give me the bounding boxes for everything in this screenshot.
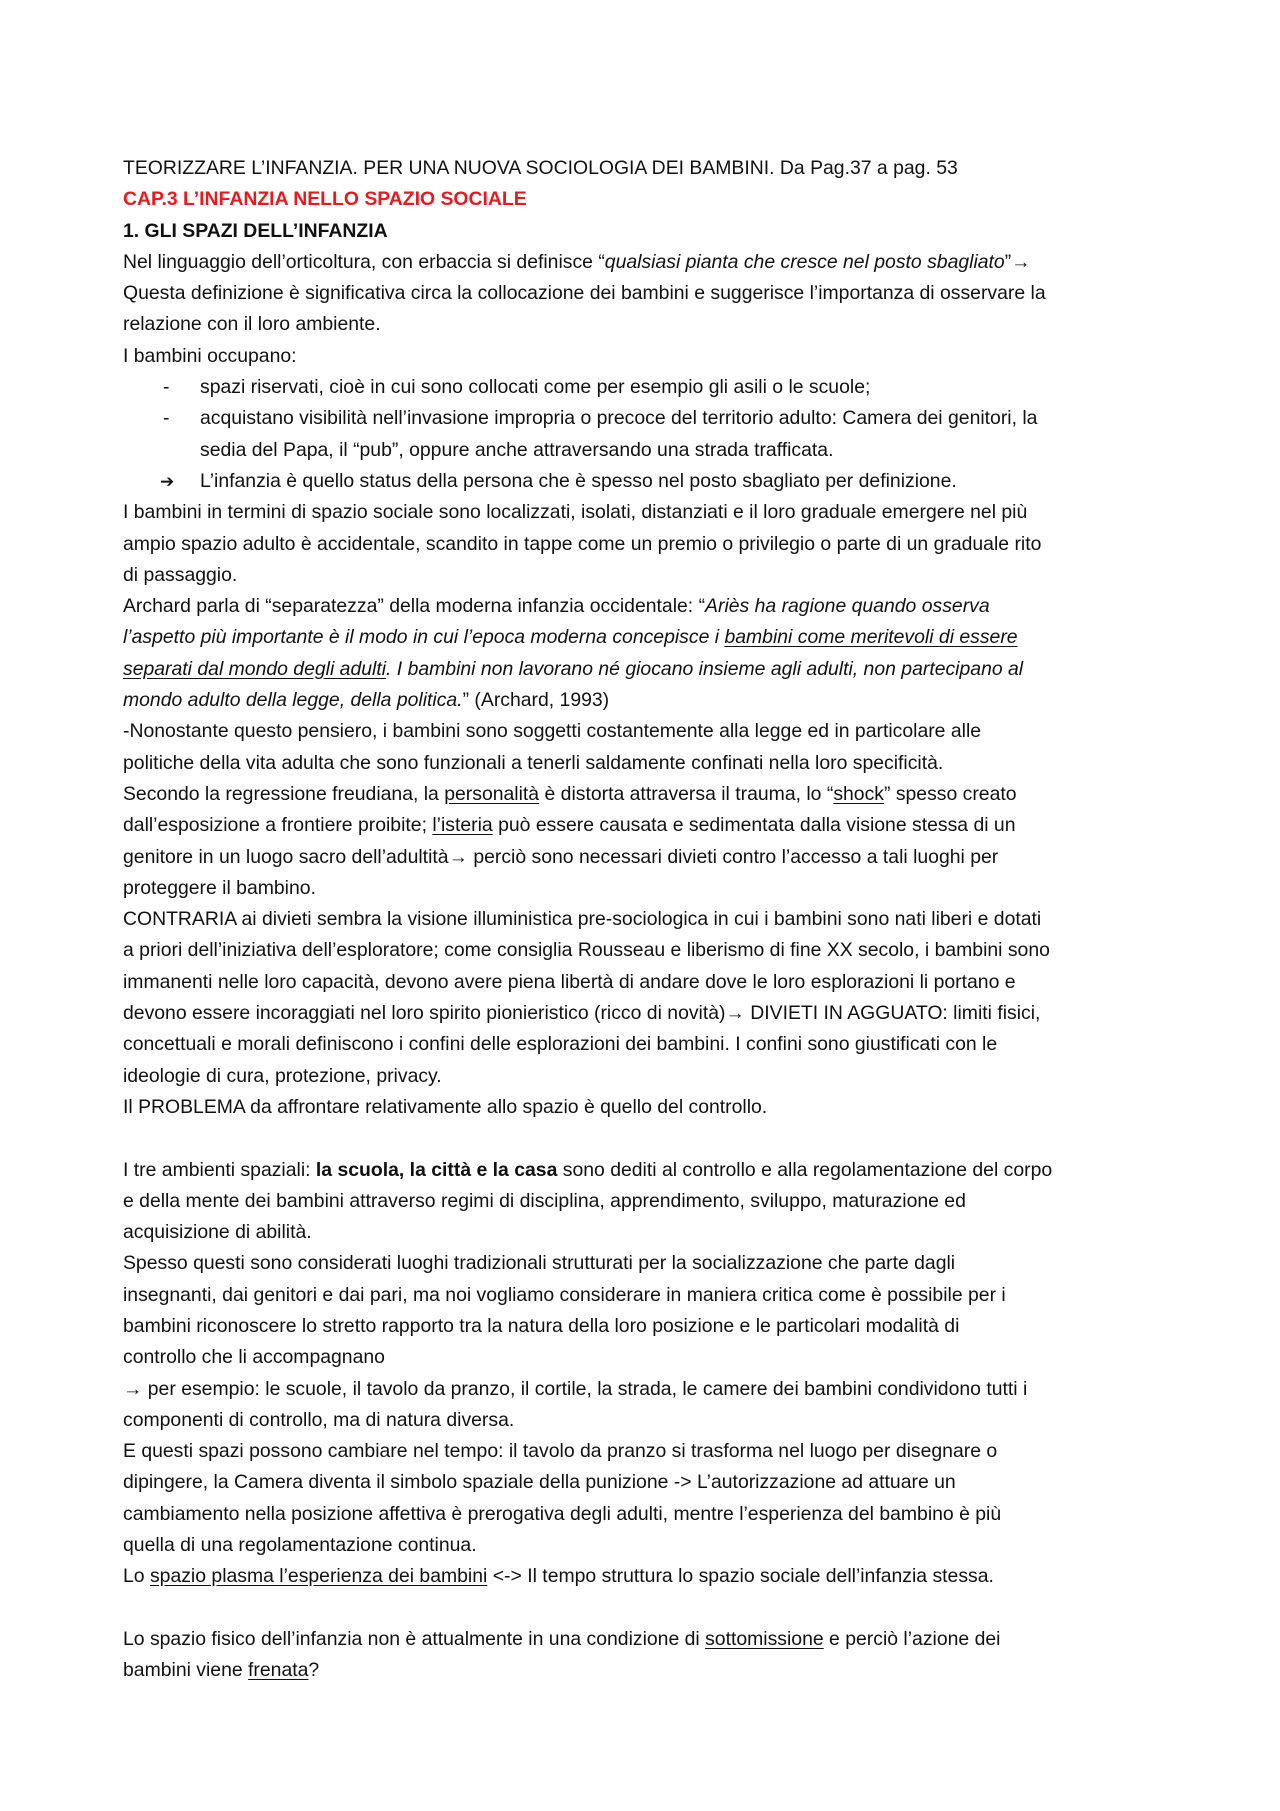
text-line: a priori dell’iniziativa dell’esploratore; come consiglia Rousseau e liberismo di fine XX secolo, i bambini sono: [123, 939, 1050, 962]
arrow-icon: →: [725, 1002, 745, 1025]
text-line: dipingere, la Camera diventa il simbolo spaziale della punizione -> L’autorizzazione ad attuare un: [123, 1471, 956, 1494]
underlined-term: spazio plasma l’esperienza dei bambini: [149, 1565, 488, 1588]
text-run: ” spesso creato: [883, 782, 1017, 805]
italic-quote: Ariès ha ragione quando osserva: [705, 595, 990, 618]
text-line: -Nonostante questo pensiero, i bambini sono soggetti costantemente alla legge ed in particolare alle: [123, 720, 982, 743]
text-run: Archard parla di “separatezza” della moderna infanzia occidentale: “: [123, 595, 706, 618]
text-line: CONTRARIA ai divieti sembra la visione illuministica pre-sociologica in cui i bambini sono nati liberi e dotati: [123, 908, 1042, 931]
text-line: [123, 622, 1170, 653]
text-line: Spesso questi sono considerati luoghi tradizionali strutturati per la socializzazione che parte dagli: [123, 1252, 956, 1275]
list-item-continuation: [123, 435, 1170, 466]
italic-quote: . I bambini non lavorano né giocano insieme agli adulti, non partecipano al: [386, 657, 1024, 680]
text-line: [123, 1624, 1170, 1655]
citation: ” (Archard, 1993): [462, 689, 610, 712]
text-run: I tre ambienti spaziali:: [123, 1158, 316, 1181]
text-line: politiche della vita adulta che sono funzionali a tenerli saldamente confinati nella loro specificità.: [123, 751, 944, 774]
text-line: bambini riconoscere lo stretto rapporto tra la natura della loro posizione e le particolari modalità di: [123, 1314, 960, 1337]
text-run: perciò sono necessari divieti contro l’accesso a tali luoghi per: [467, 845, 999, 868]
underlined-term: frenata: [248, 1659, 309, 1682]
list-item-text: spazi riservati, cioè in cui sono collocati come per esempio gli asili o le scuole;: [200, 376, 871, 399]
arrow-icon: →: [448, 845, 468, 868]
text-run: è distorta attraversa il trauma, lo “: [539, 782, 834, 805]
blank-line: [123, 1123, 1170, 1154]
text-run: può essere causata e sedimentata dalla visione stessa di un: [492, 814, 1016, 837]
dash-bullet-icon: -: [163, 376, 170, 399]
underlined-term: personalità: [444, 782, 540, 805]
text-line: immanenti nelle loro capacità, devono avere piena libertà di andare dove le loro esplorazioni li portano e: [123, 970, 1016, 993]
list-item-text: acquistano visibilità nell’invasione impropria o precoce del territorio adulto: Camera dei genitori, la: [200, 407, 1038, 430]
text-line: [123, 685, 1170, 716]
arrow-icon: →: [123, 1377, 143, 1400]
underlined-quote: separati dal mondo degli adulti: [123, 657, 387, 680]
text-line: e della mente dei bambini attraverso regimi di disciplina, apprendimento, sviluppo, maturazione ed: [123, 1189, 966, 1212]
text-line: concettuali e morali definiscono i confini delle esplorazioni dei bambini. I confini sono giustificati con le: [123, 1033, 998, 1056]
paragraph-socializzazione: [123, 1248, 1170, 1373]
underlined-term: l’isteria: [432, 814, 493, 837]
arrow-bullet-icon: ➔: [160, 471, 175, 491]
text-run: Lo spazio fisico dell’infanzia non è attualmente in una condizione di: [123, 1627, 706, 1650]
text-run: sono dediti al controllo e alla regolamentazione del corpo: [557, 1158, 1053, 1181]
text-run: Nel linguaggio dell’orticoltura, con erbaccia si definisce “: [123, 250, 605, 273]
section-heading: 1. GLI SPAZI DELL’INFANZIA: [123, 219, 388, 242]
paragraph-cambiare: [123, 1436, 1170, 1561]
italic-quote: qualsiasi pianta che cresce nel posto sbagliato: [604, 250, 1005, 273]
text-line: Questa definizione è significativa circa la collocazione dei bambini e suggerisce l’importanza di osservare la: [123, 282, 1046, 305]
list-item: [123, 372, 1170, 403]
text-line: [123, 1655, 1170, 1686]
text-line: [123, 654, 1170, 685]
text-run: ?: [308, 1659, 320, 1682]
document-title: TEORIZZARE L’INFANZIA. PER UNA NUOVA SOCIOLOGIA DEI BAMBINI. Da Pag.37 a pag. 53: [123, 157, 958, 179]
text-run: dall’esposizione a frontiere proibite;: [123, 814, 433, 837]
text-run: ”: [1004, 250, 1012, 273]
text-run: per esempio: le scuole, il tavolo da pranzo, il cortile, la strada, le camere dei bambini condividono tutti i: [142, 1377, 1028, 1400]
bold-term: la scuola, la città e la casa: [315, 1158, 558, 1181]
chapter-heading: CAP.3 L’INFANZIA NELLO SPAZIO SOCIALE: [123, 188, 527, 211]
text-line: quella di una regolamentazione continua.: [123, 1534, 477, 1557]
text-line: di passaggio.: [123, 563, 238, 586]
underlined-term: sottomissione: [705, 1627, 824, 1650]
list-intro: I bambini occupano:: [123, 344, 297, 367]
list-item: [123, 466, 1170, 497]
paragraph-archard: [123, 591, 1170, 716]
text-line: [123, 779, 1170, 810]
paragraph-orticoltura: [123, 247, 1170, 341]
text-line: [123, 810, 1170, 841]
text-run: genitore in un luogo sacro dell’adultità: [123, 845, 449, 868]
italic-quote: l’aspetto più importante è il modo in cui l’epoca moderna concepisce i: [123, 626, 725, 649]
text-line: componenti di controllo, ma di natura diversa.: [123, 1408, 515, 1431]
text-run: Lo: [123, 1565, 150, 1588]
text-line: I bambini in termini di spazio sociale sono localizzati, isolati, distanziati e il loro graduale emergere nel più: [123, 501, 1028, 524]
paragraph-esempio: [123, 1374, 1170, 1437]
list-item-text: sedia del Papa, il “pub”, oppure anche attraversando una strada trafficata.: [200, 438, 834, 461]
list-item: [123, 403, 1170, 434]
underlined-quote: bambini come meritevoli di essere: [724, 626, 1018, 649]
underlined-term: shock: [833, 782, 884, 805]
bullet-list: [123, 372, 1170, 497]
text-line: acquisizione di abilità.: [123, 1221, 312, 1244]
arrow-icon: →: [1011, 250, 1031, 273]
paragraph-freud: [123, 779, 1170, 904]
paragraph-problema: Il PROBLEMA da affrontare relativamente allo spazio è quello del controllo.: [123, 1095, 768, 1118]
paragraph-tre-ambienti: [123, 1155, 1170, 1249]
text-line: relazione con il loro ambiente.: [123, 313, 381, 336]
text-run: <-> Il tempo struttura lo spazio sociale dell’infanzia stessa.: [487, 1565, 994, 1588]
paragraph-sottomissione: [123, 1624, 1170, 1687]
text-run: Secondo la regressione freudiana, la: [123, 782, 445, 805]
text-run: bambini viene: [123, 1659, 249, 1682]
blank-line: [123, 1593, 1170, 1624]
text-line: [123, 591, 1170, 622]
italic-quote: mondo adulto della legge, della politica.: [123, 689, 463, 712]
text-line: [123, 1374, 1170, 1405]
text-run: DIVIETI IN AGGUATO: limiti fisici,: [744, 1002, 1041, 1025]
text-line: cambiamento nella posizione affettiva è prerogativa degli adulti, mentre l’esperienza del bambino è più: [123, 1502, 1002, 1525]
text-line: [123, 998, 1170, 1029]
paragraph-nonostante: [123, 716, 1170, 779]
text-line: controllo che li accompagnano: [123, 1346, 385, 1369]
text-line: [123, 1155, 1170, 1186]
text-line: ampio spazio adulto è accidentale, scandito in tappe come un premio o privilegio o parte di un graduale rito: [123, 532, 1042, 555]
text-line: insegnanti, dai genitori e dai pari, ma noi vogliamo considerare in maniera critica come è possibile per i: [123, 1283, 1006, 1306]
text-run: devono essere incoraggiati nel loro spirito pionieristico (ricco di novità): [123, 1002, 726, 1025]
paragraph-spazio-sociale: [123, 497, 1170, 591]
text-line: [123, 247, 1170, 278]
text-line: ideologie di cura, protezione, privacy.: [123, 1064, 442, 1087]
paragraph-contraria: [123, 904, 1170, 1092]
dash-bullet-icon: -: [163, 407, 170, 430]
list-item-text: L’infanzia è quello status della persona che è spesso nel posto sbagliato per definizione.: [200, 469, 957, 492]
text-line: proteggere il bambino.: [123, 876, 316, 899]
text-line: E questi spazi possono cambiare nel tempo: il tavolo da pranzo si trasforma nel luogo per disegnare o: [123, 1440, 998, 1463]
paragraph-spazio-tempo: [123, 1561, 1170, 1592]
text-line: [123, 842, 1170, 873]
text-run: e perciò l’azione dei: [823, 1627, 1001, 1650]
